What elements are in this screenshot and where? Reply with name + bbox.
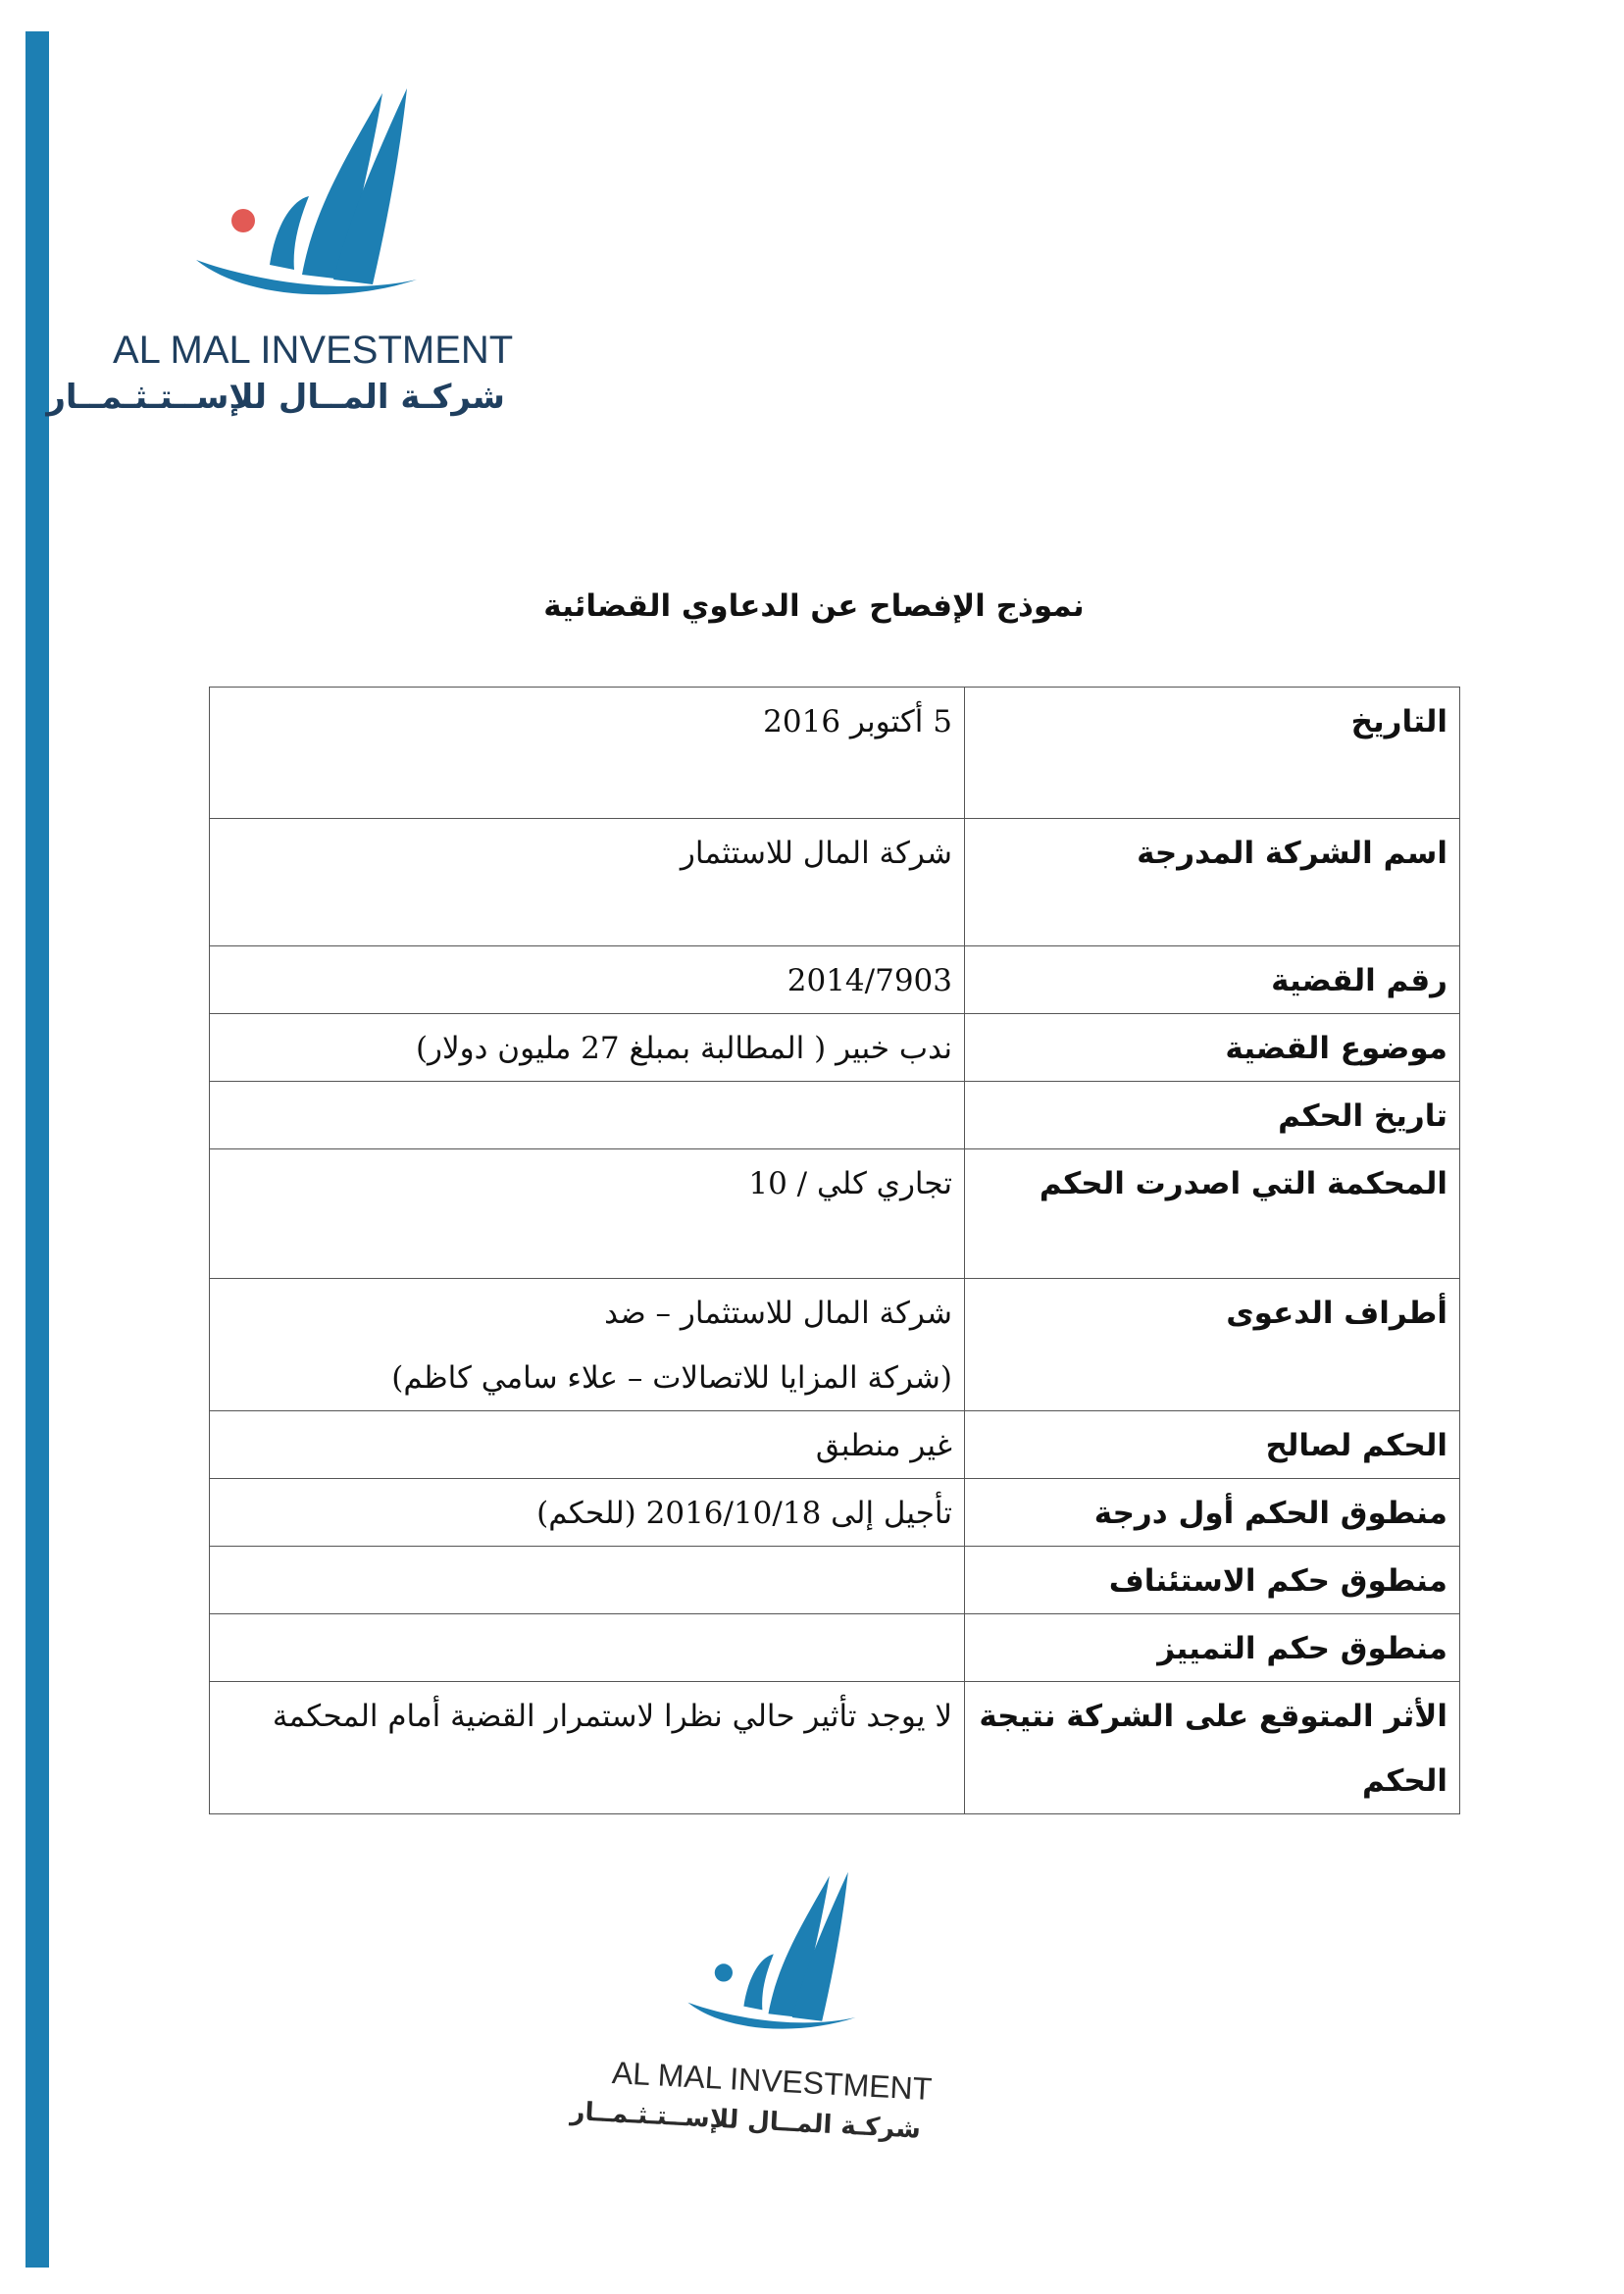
row-value: تأجيل إلى 2016/10/18 (للحكم) xyxy=(210,1479,965,1547)
row-value: تجاري كلي / 10 xyxy=(210,1149,965,1279)
logo-mark-icon xyxy=(177,83,431,329)
logo-top-name-en: AL MAL INVESTMENT xyxy=(113,329,514,372)
logo-bottom-name-en: AL MAL INVESTMENT xyxy=(611,2055,934,2108)
table-row xyxy=(210,1547,1460,1614)
row-label: التاريخ xyxy=(965,688,1460,819)
row-label: الأثر المتوقع على الشركة نتيجة الحكم xyxy=(965,1682,1460,1814)
row-label: المحكمة التي اصدرت الحكم xyxy=(965,1149,1460,1279)
table-row xyxy=(210,1279,1460,1411)
table-row xyxy=(210,1682,1460,1814)
row-label: منطوق حكم الاستئناف xyxy=(965,1547,1460,1614)
table-row xyxy=(210,1614,1460,1682)
logo-top-name-ar: شركـة المــال للإســتـثـمــار xyxy=(46,378,505,417)
table-row xyxy=(210,1411,1460,1479)
row-label: اسم الشركة المدرجة xyxy=(965,819,1460,946)
table-row xyxy=(210,1479,1460,1547)
row-label: الحكم لصالح xyxy=(965,1411,1460,1479)
row-value xyxy=(210,1547,965,1614)
row-label: تاريخ الحكم xyxy=(965,1082,1460,1149)
table-row xyxy=(210,1014,1460,1082)
row-value: 5 أكتوبر 2016 xyxy=(210,688,965,819)
row-label: رقم القضية xyxy=(965,946,1460,1014)
row-label: منطوق الحكم أول درجة xyxy=(965,1479,1460,1547)
table-row xyxy=(210,688,1460,819)
row-value: شركة المال للاستثمار xyxy=(210,819,965,946)
row-value: 2014/7903 xyxy=(210,946,965,1014)
row-label: منطوق حكم التمييز xyxy=(965,1614,1460,1682)
company-logo-bottom xyxy=(672,1868,868,2055)
table-row xyxy=(210,1149,1460,1279)
row-label: أطراف الدعوى xyxy=(965,1279,1460,1411)
table-row xyxy=(210,819,1460,946)
table-row xyxy=(210,1082,1460,1149)
side-color-bar xyxy=(25,31,49,2268)
row-label: موضوع القضية xyxy=(965,1014,1460,1082)
company-logo-top xyxy=(177,83,431,329)
logo-stamp-icon xyxy=(672,1868,868,2055)
row-value: ندب خبير ( المطالبة بمبلغ 27 مليون دولار) xyxy=(210,1014,965,1082)
table-row xyxy=(210,946,1460,1014)
row-value: غير منطبق xyxy=(210,1411,965,1479)
row-value: شركة المال للاستثمار – ضد (شركة المزايا للاتصالات – علاء سامي كاظم) xyxy=(210,1279,965,1411)
document-title: نموذج الإفصاح عن الدعاوي القضائية xyxy=(543,588,1085,624)
disclosure-table xyxy=(209,687,1460,1814)
row-value: لا يوجد تأثير حالي نظرا لاستمرار القضية أمام المحكمة xyxy=(210,1682,965,1814)
row-value xyxy=(210,1614,965,1682)
row-value xyxy=(210,1082,965,1149)
logo-bottom-name-ar: شركـة المــال للإســتـثـمــار xyxy=(569,2097,922,2145)
